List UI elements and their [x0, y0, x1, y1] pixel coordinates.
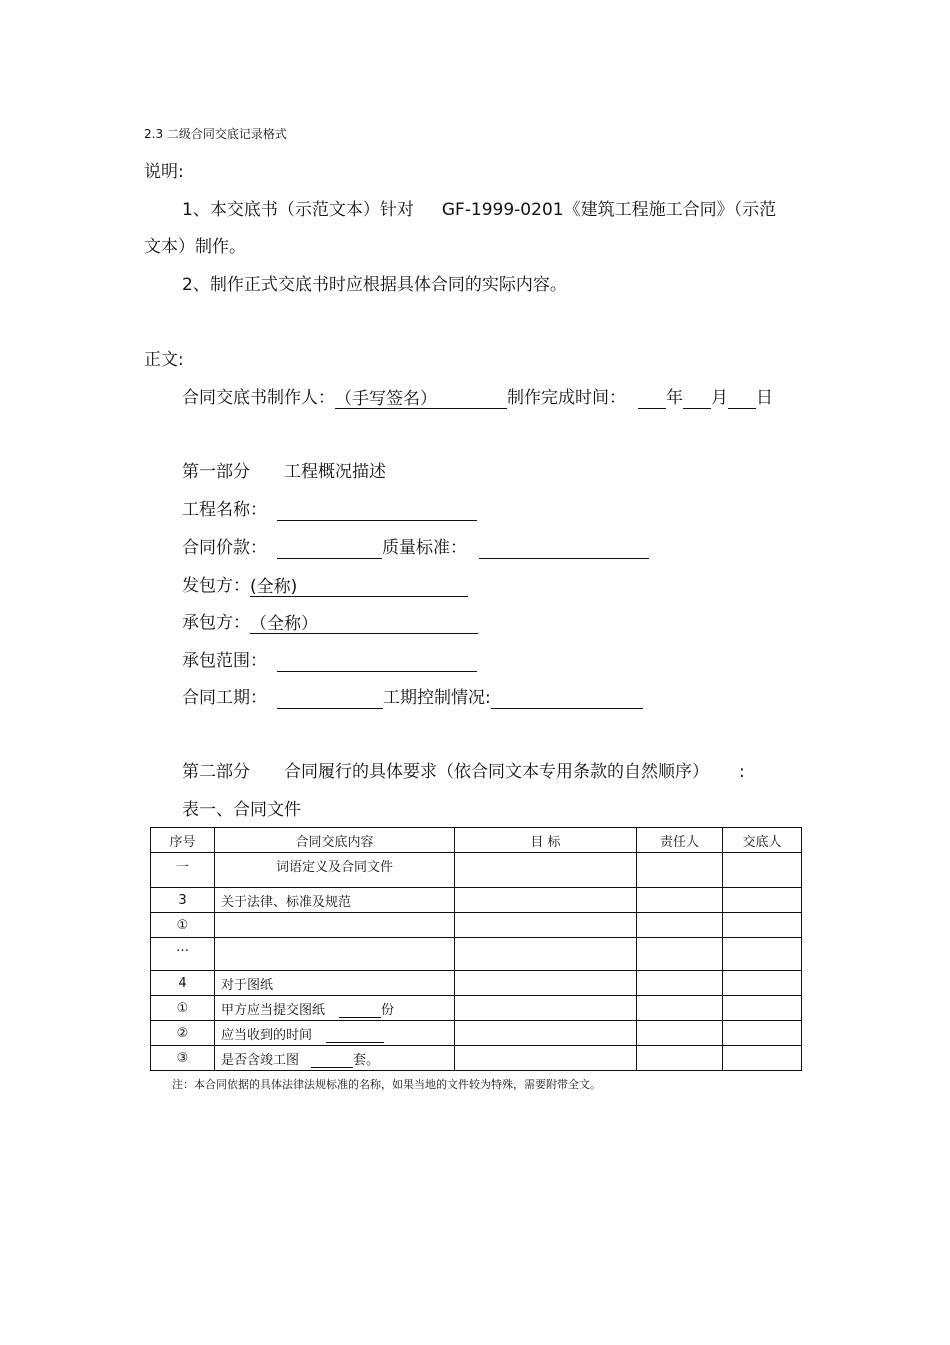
- section-heading: 2.3 二级合同交底记录格式: [144, 127, 287, 141]
- row-target-cell[interactable]: [455, 1046, 637, 1071]
- row-presenter-cell[interactable]: [723, 1046, 802, 1071]
- maker-signature-field[interactable]: [335, 388, 507, 409]
- contractor-field[interactable]: [250, 613, 478, 634]
- row-responsible-cell[interactable]: [637, 1046, 723, 1071]
- row-no: ②: [151, 1021, 215, 1046]
- table-row: [151, 853, 802, 888]
- row-no: 3: [151, 888, 215, 913]
- row-presenter-cell[interactable]: [723, 853, 802, 888]
- row-target-cell[interactable]: [455, 1021, 637, 1046]
- period-label: 合同工期：: [182, 688, 267, 708]
- row-target-cell[interactable]: [455, 913, 637, 938]
- row-content-text: 应当收到的时间: [221, 1027, 313, 1043]
- row-responsible-cell[interactable]: [637, 938, 723, 971]
- row-responsible-cell[interactable]: [637, 971, 723, 996]
- day-field[interactable]: [728, 388, 756, 409]
- row-target-cell[interactable]: [455, 971, 637, 996]
- period-row: [182, 687, 643, 709]
- table-row: [151, 996, 802, 1021]
- part1-title: 第一部分: [182, 462, 250, 482]
- row-no: ①: [151, 913, 215, 938]
- row-content: 关于法律、标准及规范: [215, 888, 455, 913]
- row-responsible-cell[interactable]: [637, 888, 723, 913]
- table-header-row: [151, 828, 802, 853]
- row-presenter-cell[interactable]: [723, 1021, 802, 1046]
- header-target: 目 标: [455, 828, 637, 853]
- table-footnote: 注：本合同依据的具体法律法规标准的名称，如果当地的文件较为特殊，需要附带全文。: [172, 1078, 601, 1091]
- notes-item-1: [182, 199, 776, 221]
- row-content-suffix: 套。: [353, 1052, 380, 1068]
- row-responsible-cell[interactable]: [637, 853, 723, 888]
- row-responsible-cell[interactable]: [637, 996, 723, 1021]
- row-presenter-cell[interactable]: [723, 971, 802, 996]
- month-field[interactable]: [683, 388, 711, 409]
- row-content[interactable]: [215, 913, 455, 938]
- row-responsible-cell[interactable]: [637, 913, 723, 938]
- contractor-hint: （全称）: [250, 614, 318, 634]
- maker-signature-hint: （手写签名）: [335, 389, 437, 409]
- time-label: 制作完成时间：: [507, 388, 626, 408]
- row-target-cell[interactable]: [455, 888, 637, 913]
- table-row: [151, 1021, 802, 1046]
- row-content-text: 是否含竣工图: [221, 1052, 300, 1068]
- quality-std-field[interactable]: [479, 538, 649, 559]
- day-label: 日: [756, 388, 773, 408]
- notes-item-2: 2、制作正式交底书时应根据具体合同的实际内容。: [182, 275, 567, 295]
- contractor-label: 承包方：: [182, 613, 250, 633]
- employer-field[interactable]: [250, 576, 468, 597]
- contract-price-label: 合同价款：: [182, 538, 267, 558]
- table-row: [151, 1046, 802, 1071]
- receive-time-field[interactable]: [326, 1029, 384, 1043]
- price-quality-row: [182, 537, 649, 559]
- quality-std-label: 质量标准：: [382, 538, 467, 558]
- as-built-sets-field[interactable]: [311, 1054, 353, 1068]
- month-label: 月: [711, 388, 728, 408]
- row-content: [215, 996, 455, 1021]
- table-row: [151, 913, 802, 938]
- project-name-row: [182, 499, 477, 521]
- row-no: ③: [151, 1046, 215, 1071]
- schedule-control-field[interactable]: [491, 688, 643, 709]
- scope-row: [182, 650, 477, 672]
- row-presenter-cell[interactable]: [723, 888, 802, 913]
- notes-label: 说明:: [144, 162, 184, 182]
- contract-code: GF-1999-0201: [441, 200, 564, 220]
- maker-line: [182, 387, 773, 409]
- contract-price-field[interactable]: [277, 538, 382, 559]
- row-content: [215, 1021, 455, 1046]
- notes-item-1-part2: 《建筑工程施工合同》（示范: [563, 200, 777, 220]
- schedule-control-label: 工期控制情况:: [383, 688, 491, 708]
- part1-heading: [182, 461, 386, 483]
- table-title: 表一、合同文件: [182, 800, 301, 820]
- part2-colon: :: [739, 762, 745, 782]
- notes-item-1-part1: 1、本交底书（示范文本）针对: [182, 200, 414, 220]
- row-target-cell[interactable]: [455, 938, 637, 971]
- body-label: 正文:: [144, 350, 184, 370]
- row-content[interactable]: [215, 938, 455, 971]
- year-label: 年: [666, 388, 683, 408]
- notes-item-1-line2: 文本）制作。: [144, 237, 246, 257]
- part2-title: 第二部分: [182, 762, 250, 782]
- row-content: 词语定义及合同文件: [215, 853, 455, 888]
- employer-label: 发包方：: [182, 576, 250, 596]
- row-responsible-cell[interactable]: [637, 1021, 723, 1046]
- drawing-copies-field[interactable]: [339, 1004, 381, 1018]
- row-content: 对于图纸: [215, 971, 455, 996]
- row-content-suffix: 份: [381, 1002, 395, 1018]
- row-presenter-cell[interactable]: [723, 913, 802, 938]
- table-row: [151, 938, 802, 971]
- row-content: [215, 1046, 455, 1071]
- table-row: [151, 888, 802, 913]
- contractor-row: [182, 612, 478, 634]
- row-target-cell[interactable]: [455, 996, 637, 1021]
- period-field[interactable]: [277, 688, 383, 709]
- employer-row: [182, 575, 468, 597]
- scope-label: 承包范围：: [182, 651, 267, 671]
- row-presenter-cell[interactable]: [723, 938, 802, 971]
- year-field[interactable]: [638, 388, 666, 409]
- row-no: 4: [151, 971, 215, 996]
- part2-subtitle: 合同履行的具体要求（依合同文本专用条款的自然顺序）: [284, 762, 709, 782]
- header-no: 序号: [151, 828, 215, 853]
- part1-subtitle: 工程概况描述: [284, 462, 386, 482]
- part2-heading: [182, 761, 745, 783]
- row-no: ①: [151, 996, 215, 1021]
- maker-label: 合同交底书制作人：: [182, 388, 335, 408]
- scope-field[interactable]: [277, 651, 477, 672]
- row-no: 一: [151, 853, 215, 888]
- table-row: [151, 971, 802, 996]
- row-no: …: [151, 938, 215, 971]
- contract-documents-table: [150, 827, 802, 1071]
- row-content-text: 甲方应当提交图纸: [221, 1002, 326, 1018]
- header-presenter: 交底人: [723, 828, 802, 853]
- row-presenter-cell[interactable]: [723, 996, 802, 1021]
- project-name-label: 工程名称：: [182, 500, 267, 520]
- header-responsible: 责任人: [637, 828, 723, 853]
- header-content: 合同交底内容: [215, 828, 455, 853]
- employer-hint: (全称): [250, 577, 298, 597]
- project-name-field[interactable]: [277, 500, 477, 521]
- row-target-cell[interactable]: [455, 853, 637, 888]
